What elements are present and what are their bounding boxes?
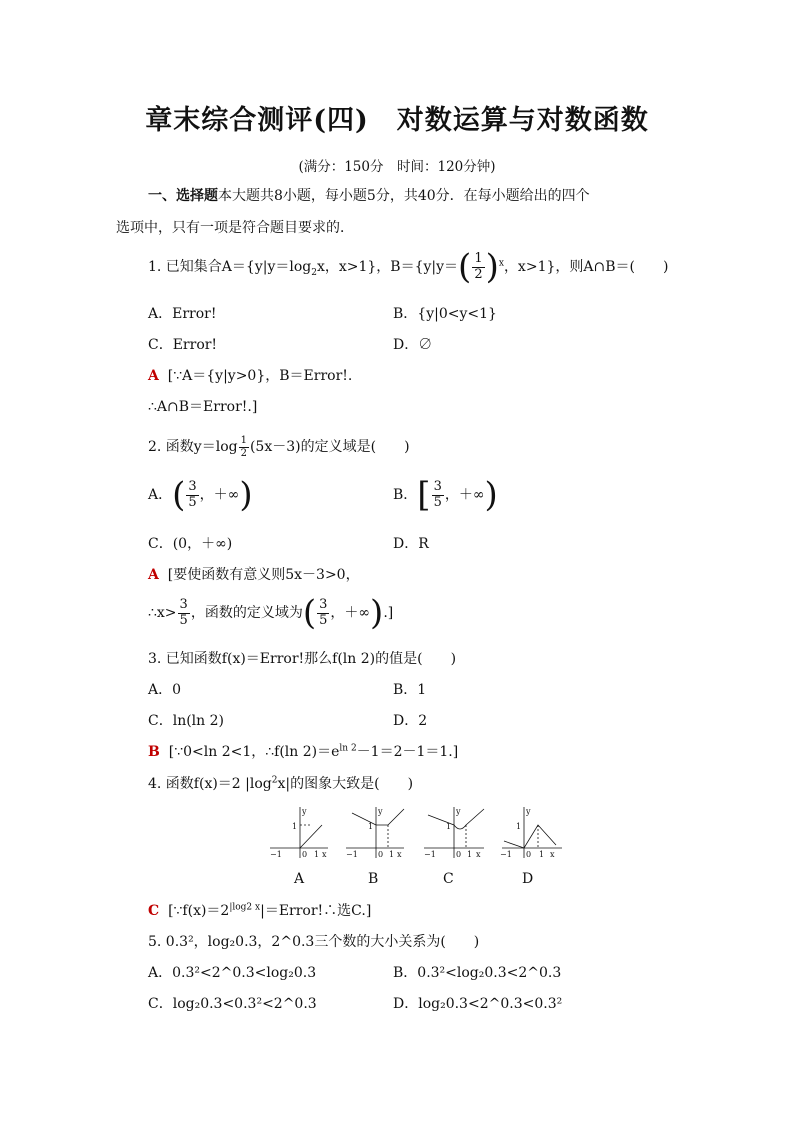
q2-answer-line2: ∴x> $\frac{3}{5}$ ，函数的定义域为( $\frac{3}{5}$ ，＋∞).] [148, 593, 394, 633]
page-title: 章末综合测评(四) 对数运算与对数函数 [145, 105, 649, 136]
svg-text:y: y [378, 807, 383, 816]
q4-graphs [262, 803, 567, 863]
svg-text:x: x [397, 850, 402, 859]
svg-text:y: y [302, 807, 307, 816]
q4-answer-letter: C [148, 903, 160, 919]
q5-option-c: C．log₂0.3<0.3²<2^0.3 [148, 996, 317, 1012]
svg-text:−1: −1 [346, 850, 358, 859]
exam-info: (满分：150分 时间：120分钟) [298, 159, 496, 175]
q4-graph-c [424, 807, 484, 859]
q2-option-a: A．( $\frac{3}{5}$ ，＋∞) [148, 475, 253, 515]
section-intro-line2: 选项中，只有一项是符合题目要求的． [116, 220, 354, 236]
svg-text:1: 1 [389, 850, 395, 859]
svg-text:y: y [456, 807, 461, 816]
q3-option-a: A．0 [148, 682, 182, 698]
q2-option-d: D．R [393, 536, 429, 552]
svg-text:y: y [526, 807, 531, 816]
q2-log-base: $\frac{1}{2}$ [240, 435, 247, 459]
svg-text:−1: −1 [424, 850, 436, 859]
q3-option-c: C．ln(ln 2) [148, 713, 224, 729]
q5-option-a: A．0.3²<2^0.3<log₂0.3 [148, 965, 317, 981]
q2-stem-b: (5x－3)的定义域是( ) [249, 439, 410, 455]
q1-option-d: D．∅ [393, 337, 433, 353]
q1-option-b: B．{y|0<y<1} [393, 306, 497, 322]
svg-text:1: 1 [314, 850, 320, 859]
q4-label-c: C [443, 871, 454, 887]
q1-option-c: C．Error! [148, 337, 218, 353]
q1-stem-b: x，x>1}，B＝{y|y＝ [316, 259, 459, 275]
svg-text:x: x [550, 850, 555, 859]
svg-text:1: 1 [446, 822, 452, 831]
svg-text:0: 0 [302, 850, 308, 859]
svg-text:x: x [322, 850, 327, 859]
q4-graph-d [500, 807, 562, 859]
svg-text:0: 0 [526, 850, 532, 859]
q4-answer: C [$\because f(x)=2^{|log2 x}|=Error!\therefore$选C.] [148, 902, 372, 919]
question-3-stem: 3. 已知函数f(x)＝Error!那么f(ln 2)的值是( ) [148, 651, 457, 667]
q5-option-d: D．log₂0.3<2^0.3<0.3² [393, 996, 563, 1012]
q3-answer-letter: B [148, 744, 160, 760]
svg-text:−1: −1 [500, 850, 512, 859]
svg-text:1: 1 [292, 822, 298, 831]
q2-stem-a: 2. 函数y＝log [148, 439, 238, 455]
q1-answer-letter: A [148, 368, 159, 384]
q1-answer [148, 365, 352, 385]
q3-option-b: B．1 [393, 682, 427, 698]
svg-text:0: 0 [456, 850, 462, 859]
q1-stem-a: 1. 已知集合A＝{y|y＝log [148, 259, 312, 275]
section-head: 一、选择题 [148, 188, 218, 204]
svg-text:−1: −1 [270, 850, 282, 859]
q5-option-b: B．0.3²<log₂0.3<2^0.3 [393, 965, 562, 981]
q3-option-d: D．2 [393, 713, 428, 729]
q1-answer-text: [∵A＝{y|y>0}，B＝Error!. [167, 368, 353, 384]
q1-stem-c: ，x>1}，则A∩B＝( ) [503, 259, 669, 275]
question-1-stem: 1. 已知集合$A=\{y|y=\log_2x$，x>1}，B＝{y|y＝( $\frac{1}{2}$ )$^x$，x>1}，则A∩B＝( ) [148, 247, 669, 287]
q4-label-d: D [522, 871, 534, 887]
svg-text:x: x [476, 850, 481, 859]
q4-label-b: B [368, 871, 379, 887]
svg-text:1: 1 [539, 850, 545, 859]
q2-answer: A [要使函数有意义则5x－3>0， [148, 567, 360, 583]
q1-option-a: A．Error! [148, 306, 217, 322]
svg-text:0: 0 [378, 850, 384, 859]
q1-fraction: $\frac{1}{2}$ [474, 250, 483, 282]
q3-answer: B [∵0<ln 2<1，∴f(ln $2)=e^{ln 2}-1=2-1=1$.] [148, 743, 459, 760]
svg-text:1: 1 [368, 822, 374, 831]
section-text: 本大题共8小题，每小题5分，共40分．在每小题给出的四个 [218, 188, 590, 204]
q2-answer-letter: A [148, 567, 159, 583]
q1-answer-line2: ∴A∩B＝Error!.] [148, 399, 258, 415]
section-intro-line1 [148, 185, 590, 205]
question-2-stem [148, 435, 410, 459]
q4-label-a: A [294, 871, 305, 887]
q4-graph-b [346, 807, 404, 859]
q4-graph-a [270, 807, 328, 859]
q2-option-b: B．[ $\frac{3}{5}$ ，＋∞) [393, 475, 498, 515]
svg-text:1: 1 [516, 822, 522, 831]
q2-option-c: C．(0，＋∞) [148, 536, 233, 552]
question-5-stem: 5. 0.3²，log₂0.3，2^0.3三个数的大小关系为( ) [148, 934, 480, 950]
question-4-stem: 4. 函数f(x)＝2 $|\log^2x|$的图象大致是( ) [148, 775, 414, 792]
svg-text:1: 1 [467, 850, 473, 859]
